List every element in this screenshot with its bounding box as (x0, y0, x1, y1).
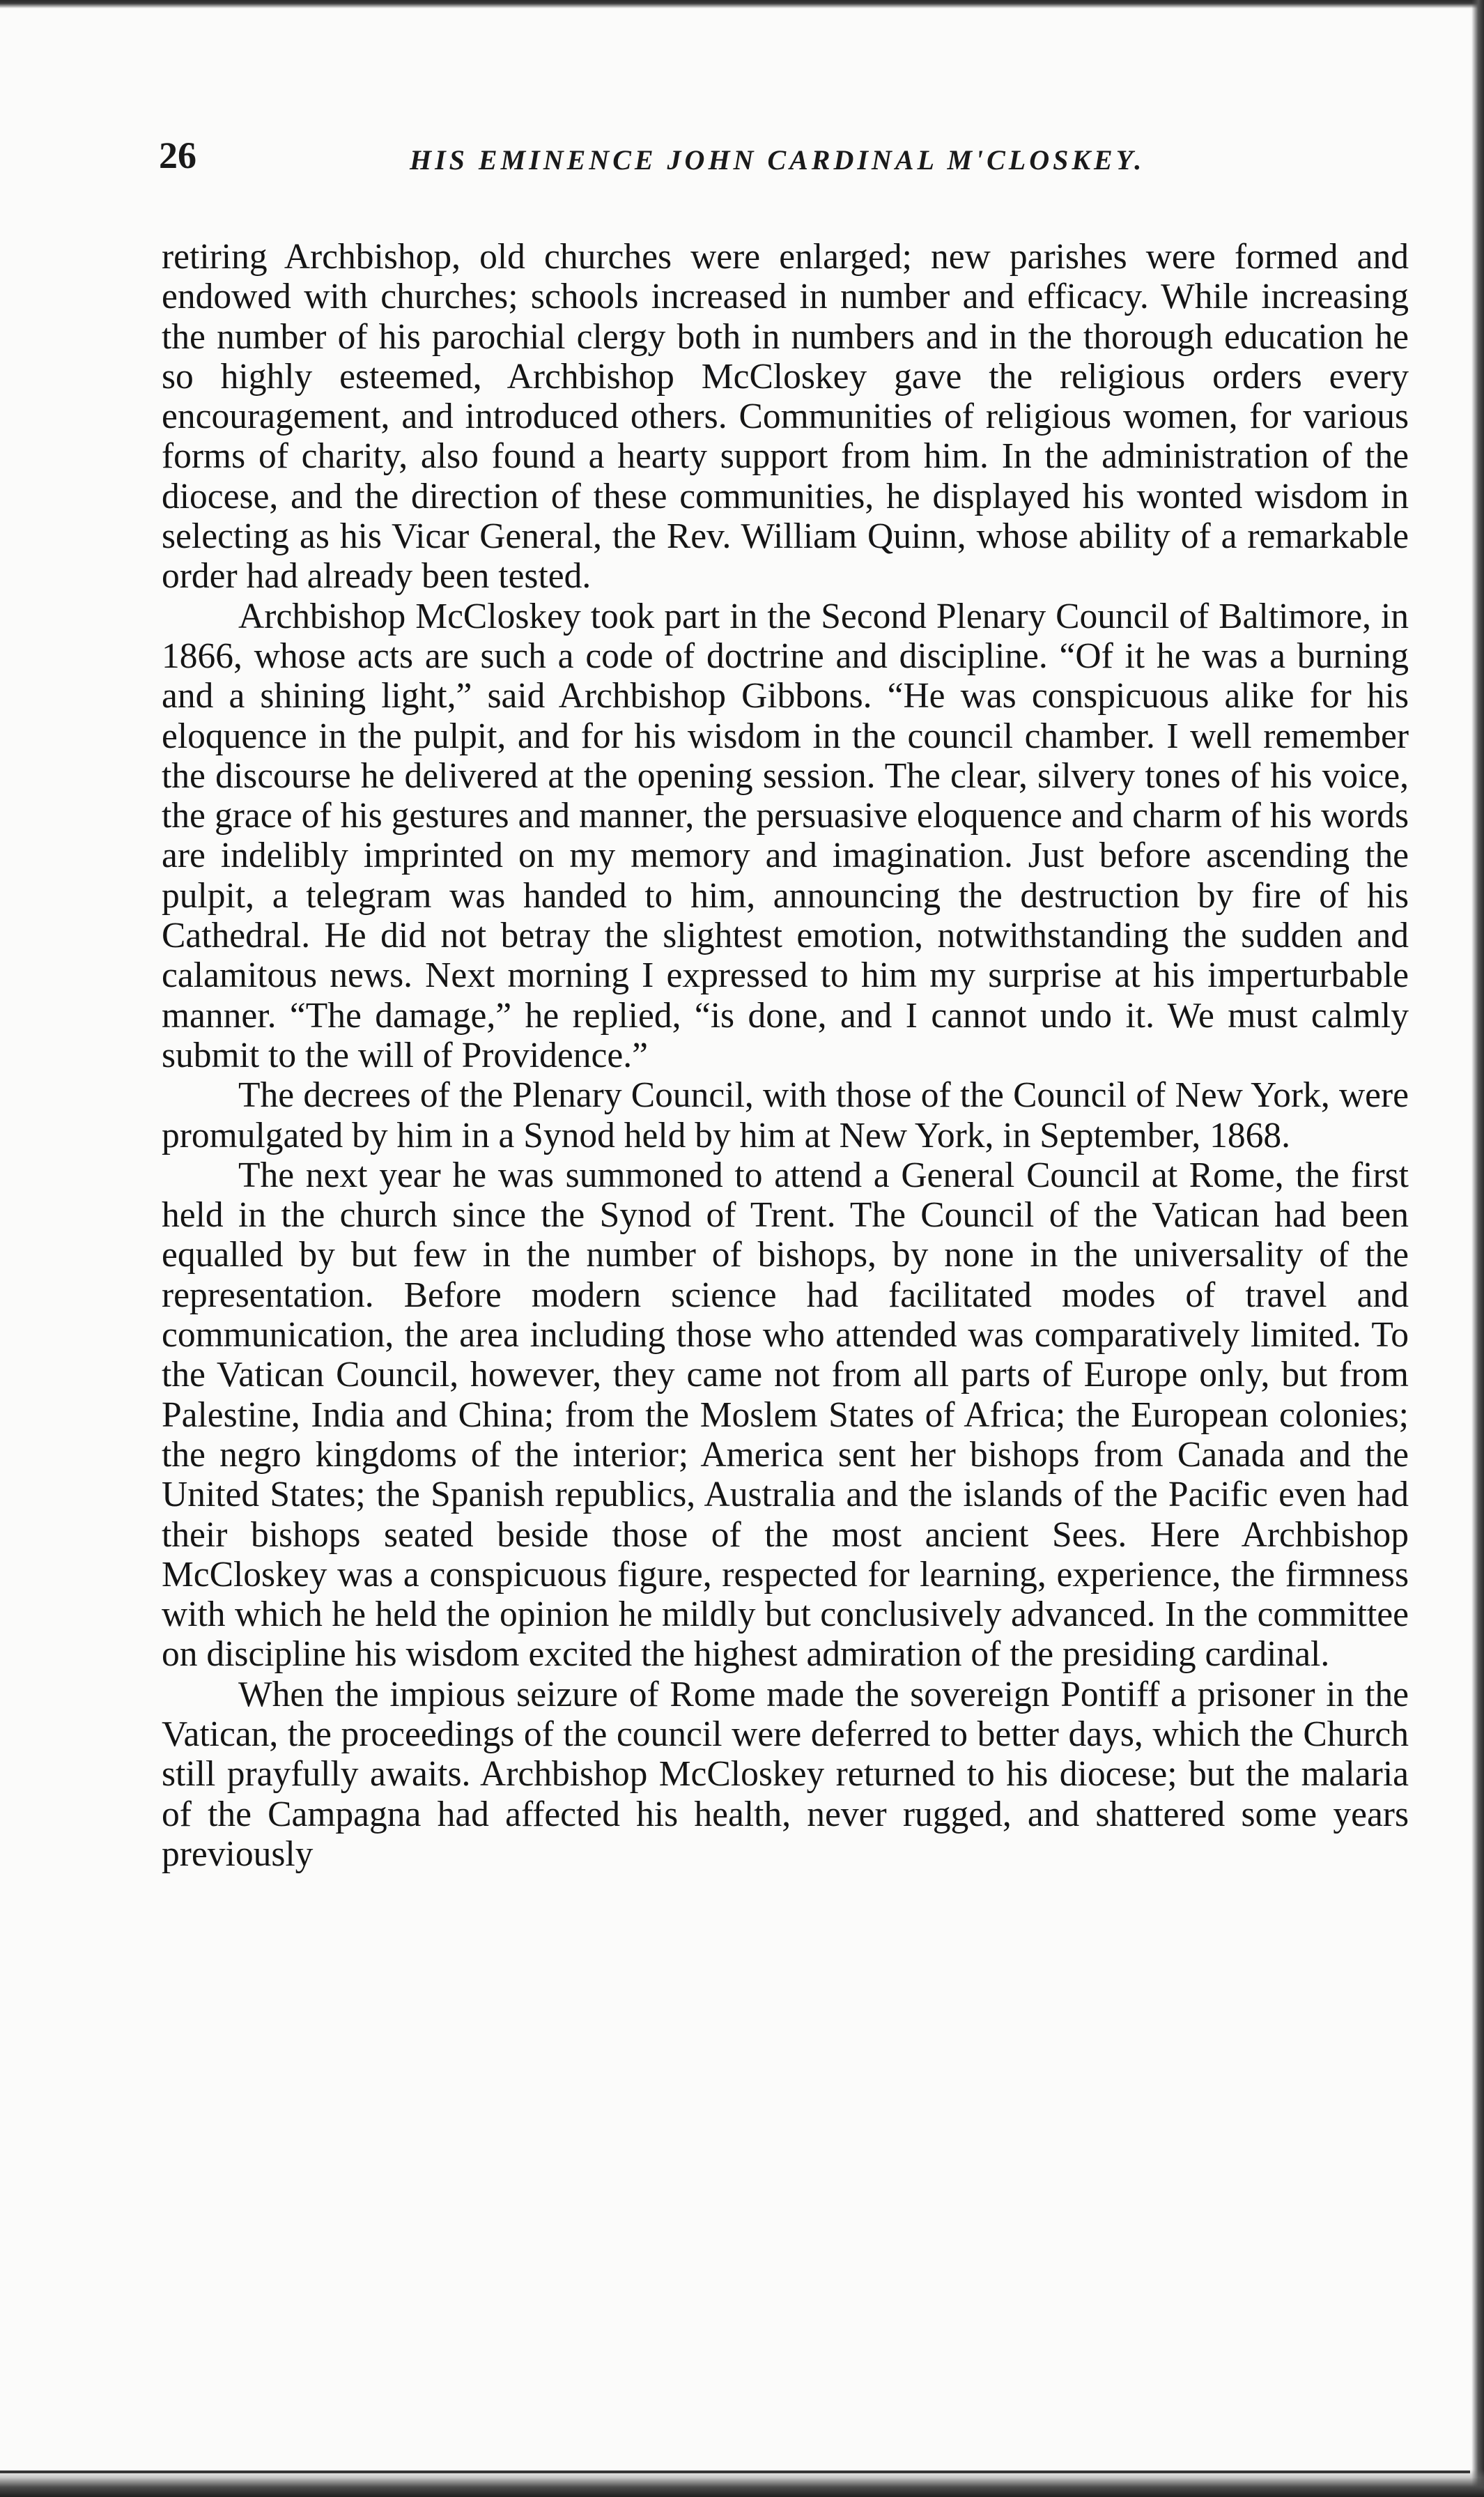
scan-edge-top (0, 0, 1484, 8)
body-text (162, 237, 1409, 1874)
running-head (159, 131, 1371, 187)
paragraph-1: retiring Archbishop, old churches were enlarged; new parishes were formed and endowed with churches; schools increased in number and efficacy. While increasing the number of his parochial clergy both in numbers and in the thorough education he so highly esteemed, Archbishop McCloskey gave the religious orders every encouragement, and introduced others. Communities of religious women, for various forms of charity, also found a hearty support from him. In the administration of the diocese, and the direction of these communities, he displayed his wonted wisdom in selecting as his Vicar General, the Rev. William Quinn, whose ability of a remarkable order had already been tested. (162, 237, 1409, 597)
paragraph-2: Archbishop McCloskey took part in the Second Plenary Council of Baltimore, in 1866, whose acts are such a code of doctrine and discipline. “Of it he was a burning and a shining light,” said Archbishop Gibbons. “He was conspicuous alike for his eloquence in the pulpit, and for his wisdom in the council chamber. I well remember the discourse he delivered at the opening session. The clear, silvery tones of his voice, the grace of his gestures and manner, the persuasive eloquence and charm of his words are indelibly imprinted on my memory and imagination. Just before ascending the pulpit, a telegram was handed to him, announcing the destruction by fire of his Cathedral. He did not betray the slightest emotion, notwithstanding the sudden and calamitous news. Next morning I expressed to him my surprise at his imperturbable manner. “The damage,” he replied, “is done, and I cannot undo it. We must calmly submit to the will of Providence.” (162, 596, 1409, 1075)
paragraph-3: The decrees of the Plenary Council, with those of the Council of New York, were promulgated by him in a Synod held by him at New York, in September, 1868. (162, 1075, 1409, 1155)
scan-edge-bottom (0, 2469, 1484, 2497)
paragraph-4: The next year he was summoned to attend a General Council at Rome, the first held in the church since the Synod of Trent. The Council of the Vatican had been equalled by but few in the number of bishops, by none in the universality of the representation. Before modern science had facilitated modes of travel and communication, the area including those who attended was comparatively limited. To the Vatican Council, however, they came not from all parts of Europe only, but from Palestine, India and China; from the Moslem States of Africa; the European colonies; the negro kingdoms of the interior; America sent her bishops from Canada and the United States; the Spanish republics, Australia and the islands of the Pacific even had their bishops seated beside those of the most ancient Sees. Here Archbishop McCloskey was a conspicuous figure, respected for learning, experience, the firmness with which he held the opinion he mildly but conclusively advanced. In the committee on discipline his wisdom excited the highest admiration of the presiding cardinal. (162, 1155, 1409, 1675)
paragraph-5: When the impious seizure of Rome made the sovereign Pontiff a prisoner in the Vatican, the proceedings of the council were deferred to better days, which the Church still prayfully awaits. Archbishop McCloskey returned to his diocese; but the malaria of the Campagna had affected his health, never rugged, and shattered some years previously (162, 1674, 1409, 1874)
scan-edge-right (1471, 0, 1484, 2497)
page-number: 26 (159, 135, 196, 176)
running-title: HIS EMINENCE JOHN CARDINAL M'CLOSKEY. (410, 144, 1145, 176)
